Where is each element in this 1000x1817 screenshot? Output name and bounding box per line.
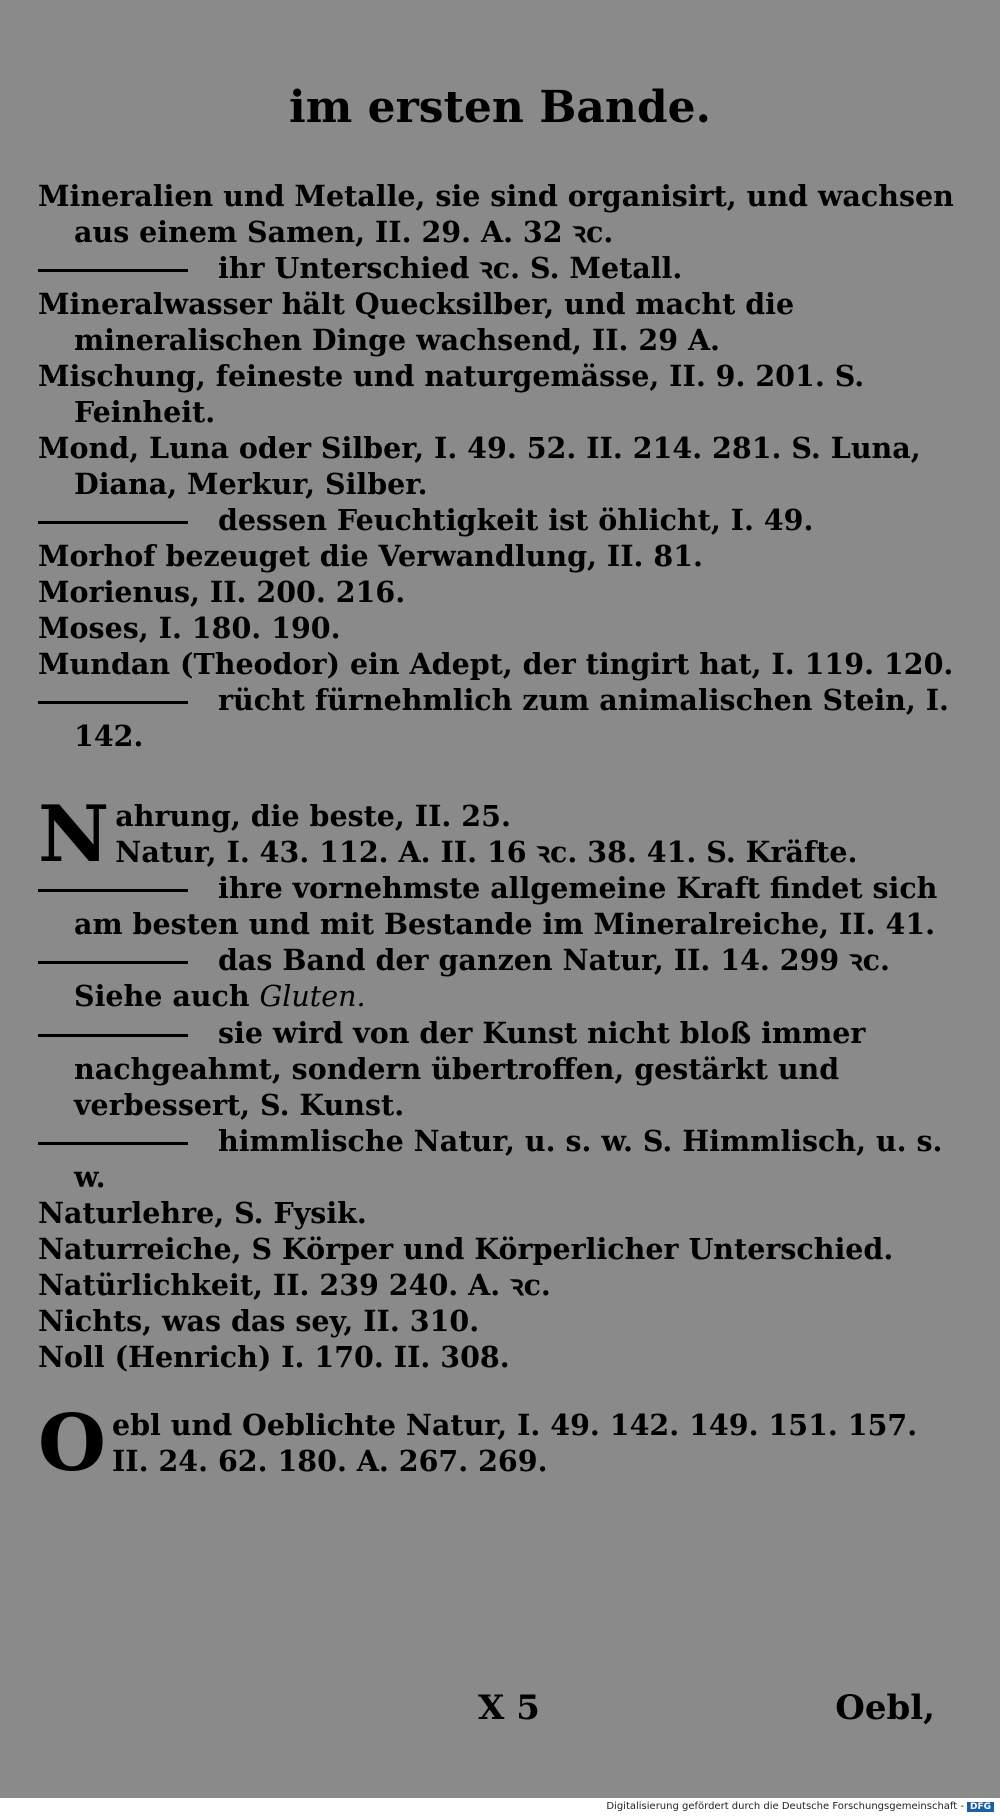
digitization-credit [606, 1801, 994, 1812]
dash-rule [38, 701, 188, 704]
index-subentry: das Band der ganzen Natur, II. 14. 299 ꝛc. Siehe auch Gluten. [38, 942, 956, 1015]
index-entry: Mundan (Theodor) ein Adept, der tingirt hat, I. 119. 120. [38, 647, 954, 681]
index-entry: Mineralwasser hält Quecksilber, und macht die mineralischen Dinge wachsend, II. 29 A. [38, 287, 795, 357]
section-n-first-line: ahrung, die beste, II. 25. [115, 799, 511, 833]
index-subentry: dessen Feuchtigkeit ist öhlicht, I. 49. [38, 502, 956, 538]
dash-rule [38, 1034, 188, 1037]
section-n-second-line: Natur, I. 43. 112. A. II. 16 ꝛc. 38. 41. S. Kräfte. [115, 835, 858, 869]
section-o-text: ebl und Oeblichte Natur, I. 49. 142. 149. 151. 157. II. 24. 62. 180. A. 267. 269. [111, 1408, 918, 1478]
credit-text: Digitalisierung gefördert durch die Deutsche Forschungsgemeinschaft - [606, 1801, 964, 1812]
index-entry: Naturreiche, S Körper und Körperlicher Unterschied. [38, 1232, 894, 1266]
dash-rule [38, 521, 188, 524]
index-subentry: himmlische Natur, u. s. w. S. Himmlisch, u. s. w. [38, 1123, 956, 1195]
index-entry: Mischung, feineste und naturgemässe, II. 9. 201. S. Feinheit. [38, 359, 865, 429]
running-header: im ersten Bande. [289, 82, 711, 133]
index-entry: Moses, I. 180. 190. [38, 611, 341, 645]
drop-cap-n: N [38, 798, 110, 870]
index-entry: Morienus, II. 200. 216. [38, 575, 406, 609]
index-entry: Nichts, was das sey, II. 310. [38, 1304, 480, 1338]
index-entries [38, 178, 956, 1479]
index-entry: Morhof bezeuget die Verwandlung, II. 81. [38, 539, 703, 573]
dash-rule [38, 269, 188, 272]
signature-mark: X 5 [478, 1688, 540, 1728]
italic-term: Gluten. [259, 980, 366, 1013]
index-subentry: ihre vornehmste allgemeine Kraft findet sich am besten und mit Bestande im Mineralreiche, II. 41. [38, 870, 956, 942]
dfg-logo-badge: DFG [967, 1802, 994, 1812]
index-entry: Mineralien und Metalle, sie sind organisirt, und wachsen aus einem Samen, II. 29. A. 32 ꝛc. [38, 179, 954, 249]
index-entry: Mond, Luna oder Silber, I. 49. 52. II. 214. 281. S. Luna, Diana, Merkur, Silber. [38, 431, 921, 501]
index-subentry: rücht fürnehmlich zum animalischen Stein, I. 142. [38, 682, 956, 754]
index-entry: Natürlichkeit, II. 239 240. A. ꝛc. [38, 1268, 551, 1302]
index-subentry: sie wird von der Kunst nicht bloß immer nachgeahmt, sondern übertroffen, gestärkt und verbessert, S. Kunst. [38, 1015, 956, 1123]
catchword: Oebl, [835, 1688, 935, 1728]
section-gap [38, 754, 956, 798]
section-o [38, 1407, 956, 1479]
index-entry: Naturlehre, S. Fysik. [38, 1196, 367, 1230]
index-entry: Noll (Henrich) I. 170. II. 308. [38, 1340, 510, 1374]
drop-cap-o: O [38, 1407, 106, 1479]
dash-rule [38, 961, 188, 964]
dash-rule [38, 1142, 188, 1145]
section-gap [38, 1375, 956, 1407]
section-n [38, 798, 956, 870]
dash-rule [38, 889, 188, 892]
index-subentry: ihr Unterschied ꝛc. S. Metall. [38, 250, 956, 286]
